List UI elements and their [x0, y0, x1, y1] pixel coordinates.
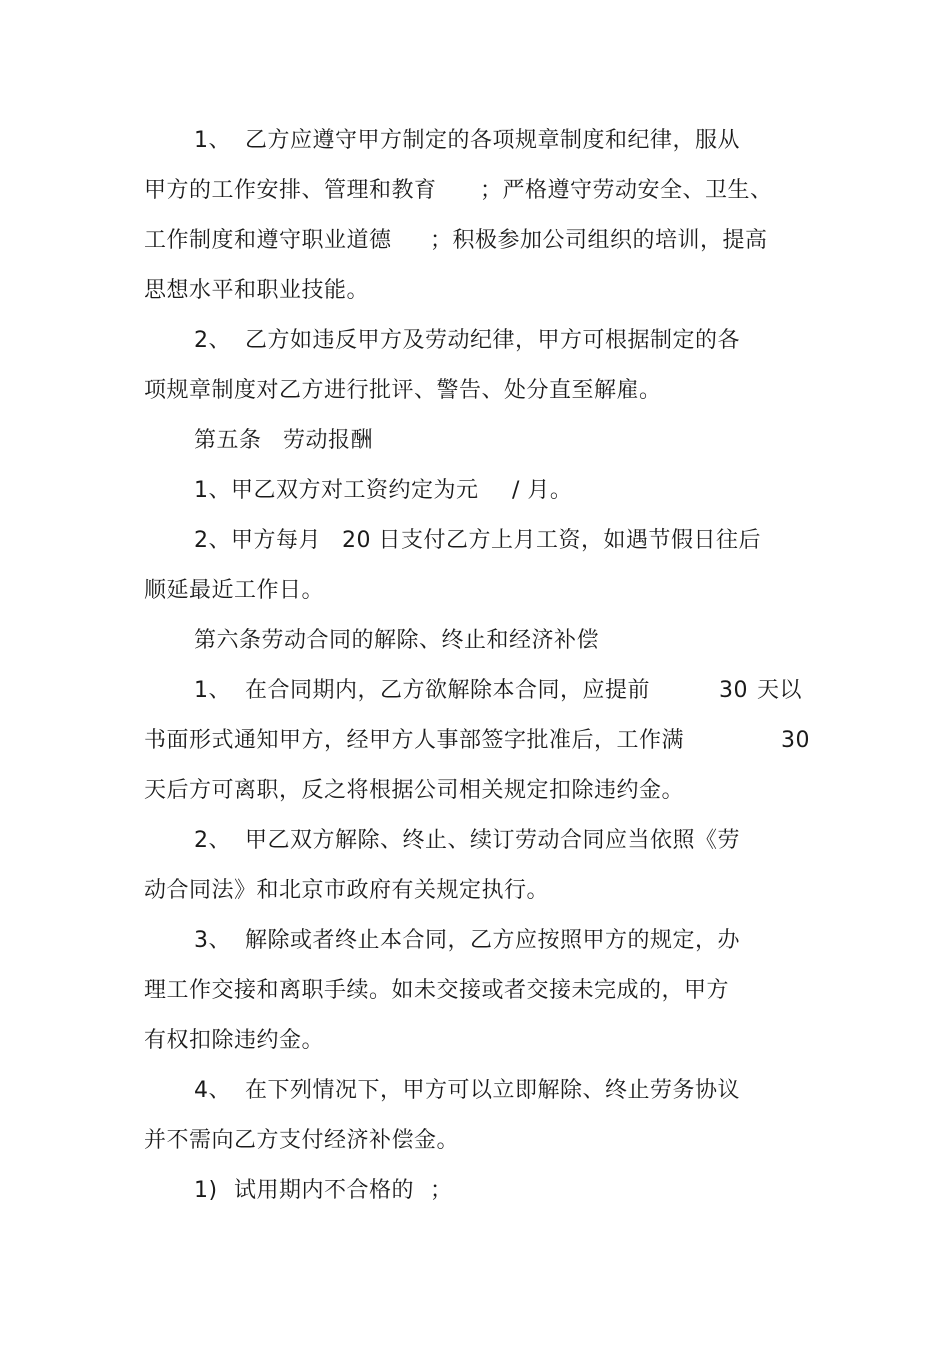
- text-segment: 在合同期内，乙方欲解除本合同，应提前: [245, 678, 651, 703]
- text-segment: 动合同法》和北京市政府有关规定执行。: [144, 878, 550, 903]
- text-segment: 天以: [757, 678, 803, 703]
- list-number: 1、: [194, 128, 231, 153]
- article-title: 劳动报酬: [283, 428, 374, 453]
- list-number: 4、: [194, 1078, 231, 1103]
- text-line: [0, 176, 950, 206]
- text-line: [0, 476, 950, 506]
- text-segment: 20 日支付乙方上月工资，如遇节假日往后: [342, 528, 761, 553]
- text-segment: 项规章制度对乙方进行批评、警告、处分直至解雇。: [144, 378, 662, 403]
- text-segment: 顺延最近工作日。: [144, 578, 325, 603]
- list-number: 1、: [194, 678, 231, 703]
- text-segment: 天后方可离职，反之将根据公司相关规定扣除违约金。: [144, 778, 685, 803]
- text-line: [0, 1026, 950, 1056]
- text-line: [0, 326, 950, 356]
- text-segment: ；严格遵守劳动安全、卫生、: [480, 178, 773, 203]
- text-segment: 试用期内不合格的: [234, 1178, 415, 1203]
- text-line: [0, 1176, 950, 1206]
- text-segment: 甲乙双方解除、终止、续订劳动合同应当依照《劳: [245, 828, 741, 853]
- text-line: [0, 276, 950, 306]
- text-segment: ；积极参加公司组织的培训，提高: [430, 228, 768, 253]
- text-segment: 在下列情况下，甲方可以立即解除、终止劳务协议: [245, 1078, 741, 1103]
- text-segment: ；: [430, 1178, 453, 1203]
- text-line: [0, 376, 950, 406]
- text-segment: 乙方应遵守甲方制定的各项规章制度和纪律，服从: [245, 128, 741, 153]
- text-segment: / 月。: [512, 478, 573, 503]
- section-heading: [0, 626, 950, 656]
- text-line: [0, 226, 950, 256]
- text-line: [0, 126, 950, 156]
- text-line: [0, 876, 950, 906]
- text-line: [0, 676, 950, 706]
- section-heading: [0, 426, 950, 456]
- text-line: [0, 1126, 950, 1156]
- article-number: 第五条: [194, 428, 262, 453]
- list-number: 3、: [194, 928, 231, 953]
- text-segment: 书面形式通知甲方，经甲方人事部签字批准后，工作满: [144, 728, 685, 753]
- text-segment: 理工作交接和离职手续。如未交接或者交接未完成的，甲方: [144, 978, 730, 1003]
- text-segment: 解除或者终止本合同，乙方应按照甲方的规定，办: [245, 928, 741, 953]
- text-segment: 甲方的工作安排、管理和教育: [144, 178, 437, 203]
- text-segment: 1、甲乙双方对工资约定为元: [194, 478, 479, 503]
- text-line: [0, 776, 950, 806]
- text-segment: 工作制度和遵守职业道德: [144, 228, 392, 253]
- list-number: 2、: [194, 828, 231, 853]
- list-number: 2、: [194, 328, 231, 353]
- list-number: 1): [194, 1178, 218, 1203]
- text-line: [0, 926, 950, 956]
- number-value: 30: [719, 678, 748, 703]
- text-segment: 有权扣除违约金。: [144, 1028, 325, 1053]
- text-line: [0, 726, 950, 756]
- text-line: [0, 826, 950, 856]
- text-segment: 思想水平和职业技能。: [144, 278, 370, 303]
- text-segment: 2、甲方每月: [194, 528, 321, 553]
- text-segment: 乙方如违反甲方及劳动纪律，甲方可根据制定的各: [245, 328, 741, 353]
- number-value: 30: [781, 728, 810, 753]
- text-line: [0, 1076, 950, 1106]
- text-line: [0, 526, 950, 556]
- text-line: [0, 976, 950, 1006]
- article-title: 第六条劳动合同的解除、终止和经济补偿: [194, 628, 600, 653]
- text-line: [0, 576, 950, 606]
- text-segment: 并不需向乙方支付经济补偿金。: [144, 1128, 460, 1153]
